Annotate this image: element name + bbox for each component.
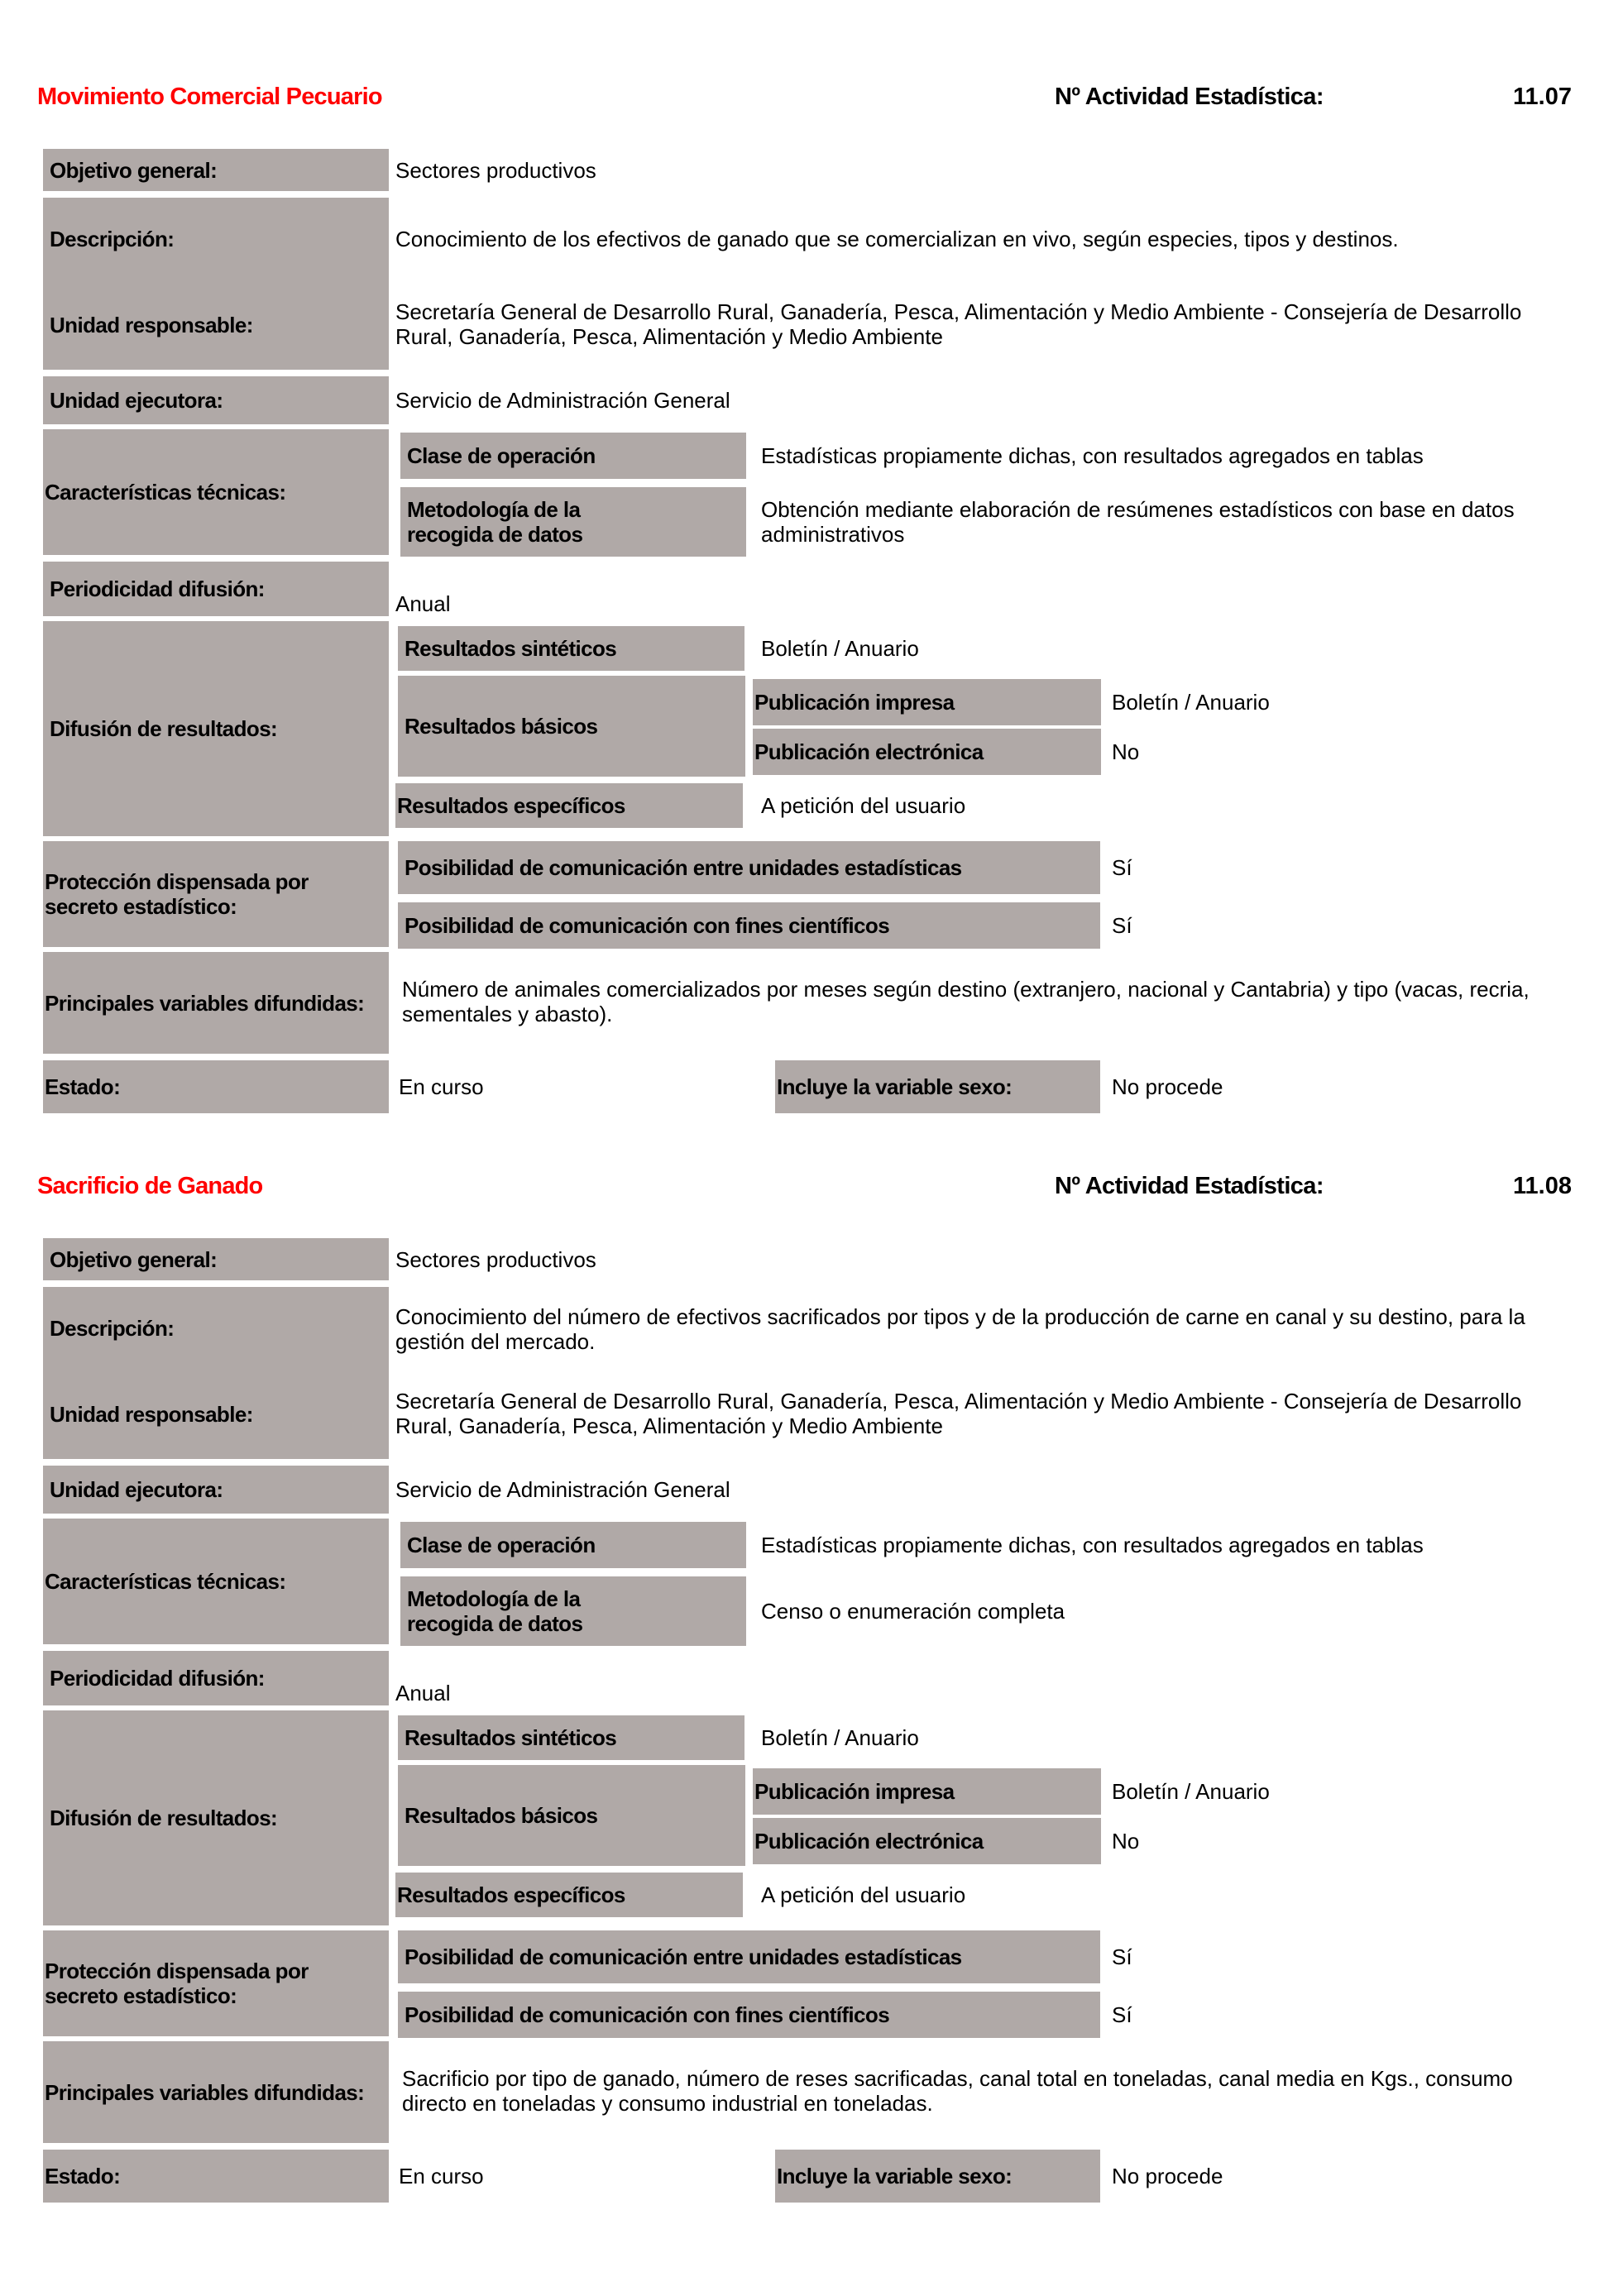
- label-basicos: Resultados básicos: [398, 676, 745, 777]
- label-unidad-ejecutora: Unidad ejecutora:: [43, 1466, 389, 1514]
- activity-number: 11.07: [1513, 84, 1572, 110]
- value-especificos: A petición del usuario: [761, 793, 966, 818]
- label-clase-operacion: Clase de operación: [400, 433, 746, 479]
- label-posib-cientificos: Posibilidad de comunicación con fines científicos: [398, 1992, 1100, 2038]
- value-estado: En curso: [399, 2164, 484, 2188]
- value-electronica: No: [1112, 1829, 1140, 1854]
- record-11-07: [0, 0, 1623, 1100]
- label-descripcion: Descripción:: [43, 198, 389, 280]
- value-sinteticos: Boletín / Anuario: [761, 1725, 919, 1750]
- label-difusion: Difusión de resultados:: [43, 621, 389, 836]
- label-variables: Principales variables difundidas:: [43, 2041, 389, 2143]
- value-posib-unidades: Sí: [1112, 855, 1132, 880]
- label-sinteticos: Resultados sintéticos: [398, 626, 744, 671]
- value-metodologia: Censo o enumeración completa: [761, 1599, 1065, 1624]
- label-especificos: Resultados específicos: [395, 783, 743, 828]
- label-unidad-responsable: Unidad responsable:: [43, 280, 389, 370]
- label-objetivo: Objetivo general:: [43, 149, 389, 191]
- label-electronica: Publicación electrónica: [753, 1818, 1101, 1864]
- activity-number-label: Nº Actividad Estadística:: [1055, 84, 1324, 110]
- value-sexo: No procede: [1112, 2164, 1223, 2188]
- record-11-08: [0, 1089, 1623, 2189]
- value-unidad-ejecutora: Servicio de Administración General: [395, 1477, 730, 1502]
- label-proteccion: Protección dispensada por secreto estadístico:: [43, 1930, 389, 2036]
- label-periodicidad: Periodicidad difusión:: [43, 562, 389, 616]
- value-impresa: Boletín / Anuario: [1112, 690, 1270, 715]
- value-impresa: Boletín / Anuario: [1112, 1779, 1270, 1804]
- label-unidad-ejecutora: Unidad ejecutora:: [43, 376, 389, 424]
- label-descripcion: Descripción:: [43, 1287, 389, 1370]
- label-sexo: Incluye la variable sexo:: [775, 1060, 1100, 1113]
- record-title: Sacrificio de Ganado: [37, 1173, 263, 1199]
- value-unidad-responsable: Secretaría General de Desarrollo Rural, Ganadería, Pesca, Alimentación y Medio Ambiente - Consejería de Desarrollo Rural, Ganadería, Pesca, Alimentación y Medio Ambiente: [395, 1389, 1522, 1438]
- value-objetivo: Sectores productivos: [395, 1246, 596, 1272]
- label-unidad-responsable: Unidad responsable:: [43, 1370, 389, 1459]
- value-variables: Número de animales comercializados por meses según destino (extranjero, nacional y Cantabria) y tipo (vacas, recria, sementales y abasto).: [402, 977, 1530, 1026]
- value-clase-operacion: Estadísticas propiamente dichas, con resultados agregados en tablas: [761, 443, 1424, 468]
- label-caracteristicas: Características técnicas:: [43, 1519, 389, 1644]
- label-difusion: Difusión de resultados:: [43, 1710, 389, 1925]
- label-periodicidad: Periodicidad difusión:: [43, 1651, 389, 1705]
- value-posib-cientificos: Sí: [1112, 2002, 1132, 2027]
- label-metodologia: Metodología de la recogida de datos: [400, 487, 746, 557]
- label-proteccion: Protección dispensada por secreto estadístico:: [43, 841, 389, 947]
- value-posib-cientificos: Sí: [1112, 913, 1132, 938]
- activity-number-label: Nº Actividad Estadística:: [1055, 1173, 1324, 1199]
- value-estado: En curso: [399, 1074, 484, 1099]
- value-metodologia: Obtención mediante elaboración de resúmenes estadísticos con base en datos administrativos: [761, 497, 1515, 547]
- label-basicos: Resultados básicos: [398, 1765, 745, 1866]
- label-impresa: Publicación impresa: [753, 679, 1101, 725]
- value-unidad-ejecutora: Servicio de Administración General: [395, 388, 730, 413]
- label-metodologia: Metodología de la recogida de datos: [400, 1576, 746, 1646]
- value-descripcion: Conocimiento de los efectivos de ganado que se comercializan en vivo, según especies, tipos y destinos.: [395, 227, 1399, 251]
- label-posib-unidades: Posibilidad de comunicación entre unidades estadísticas: [398, 841, 1100, 894]
- value-sexo: No procede: [1112, 1074, 1223, 1099]
- label-posib-unidades: Posibilidad de comunicación entre unidades estadísticas: [398, 1930, 1100, 1983]
- label-estado: Estado:: [43, 2150, 389, 2203]
- label-especificos: Resultados específicos: [395, 1873, 743, 1917]
- value-periodicidad: Anual: [395, 1681, 451, 1705]
- label-sinteticos: Resultados sintéticos: [398, 1715, 744, 1760]
- label-caracteristicas: Características técnicas:: [43, 429, 389, 555]
- label-sexo: Incluye la variable sexo:: [775, 2150, 1100, 2203]
- value-descripcion: Conocimiento del número de efectivos sacrificados por tipos y de la producción de carne en canal y su destino, para la gestión del mercado.: [395, 1304, 1525, 1354]
- value-objetivo: Sectores productivos: [395, 157, 596, 183]
- label-impresa: Publicación impresa: [753, 1768, 1101, 1815]
- value-periodicidad: Anual: [395, 591, 451, 616]
- value-posib-unidades: Sí: [1112, 1944, 1132, 1969]
- label-variables: Principales variables difundidas:: [43, 952, 389, 1054]
- value-unidad-responsable: Secretaría General de Desarrollo Rural, Ganadería, Pesca, Alimentación y Medio Ambiente - Consejería de Desarrollo Rural, Ganadería, Pesca, Alimentación y Medio Ambiente: [395, 299, 1522, 349]
- label-objetivo: Objetivo general:: [43, 1238, 389, 1280]
- value-clase-operacion: Estadísticas propiamente dichas, con resultados agregados en tablas: [761, 1533, 1424, 1557]
- value-sinteticos: Boletín / Anuario: [761, 636, 919, 661]
- value-variables: Sacrificio por tipo de ganado, número de reses sacrificadas, canal total en toneladas, canal media en Kgs., consumo directo en toneladas y consumo industrial en toneladas.: [402, 2066, 1513, 2116]
- label-estado: Estado:: [43, 1060, 389, 1113]
- activity-number: 11.08: [1513, 1173, 1572, 1199]
- value-especificos: A petición del usuario: [761, 1882, 966, 1907]
- record-title: Movimiento Comercial Pecuario: [37, 84, 382, 110]
- value-electronica: No: [1112, 739, 1140, 764]
- label-electronica: Publicación electrónica: [753, 729, 1101, 775]
- label-posib-cientificos: Posibilidad de comunicación con fines científicos: [398, 902, 1100, 949]
- label-clase-operacion: Clase de operación: [400, 1522, 746, 1568]
